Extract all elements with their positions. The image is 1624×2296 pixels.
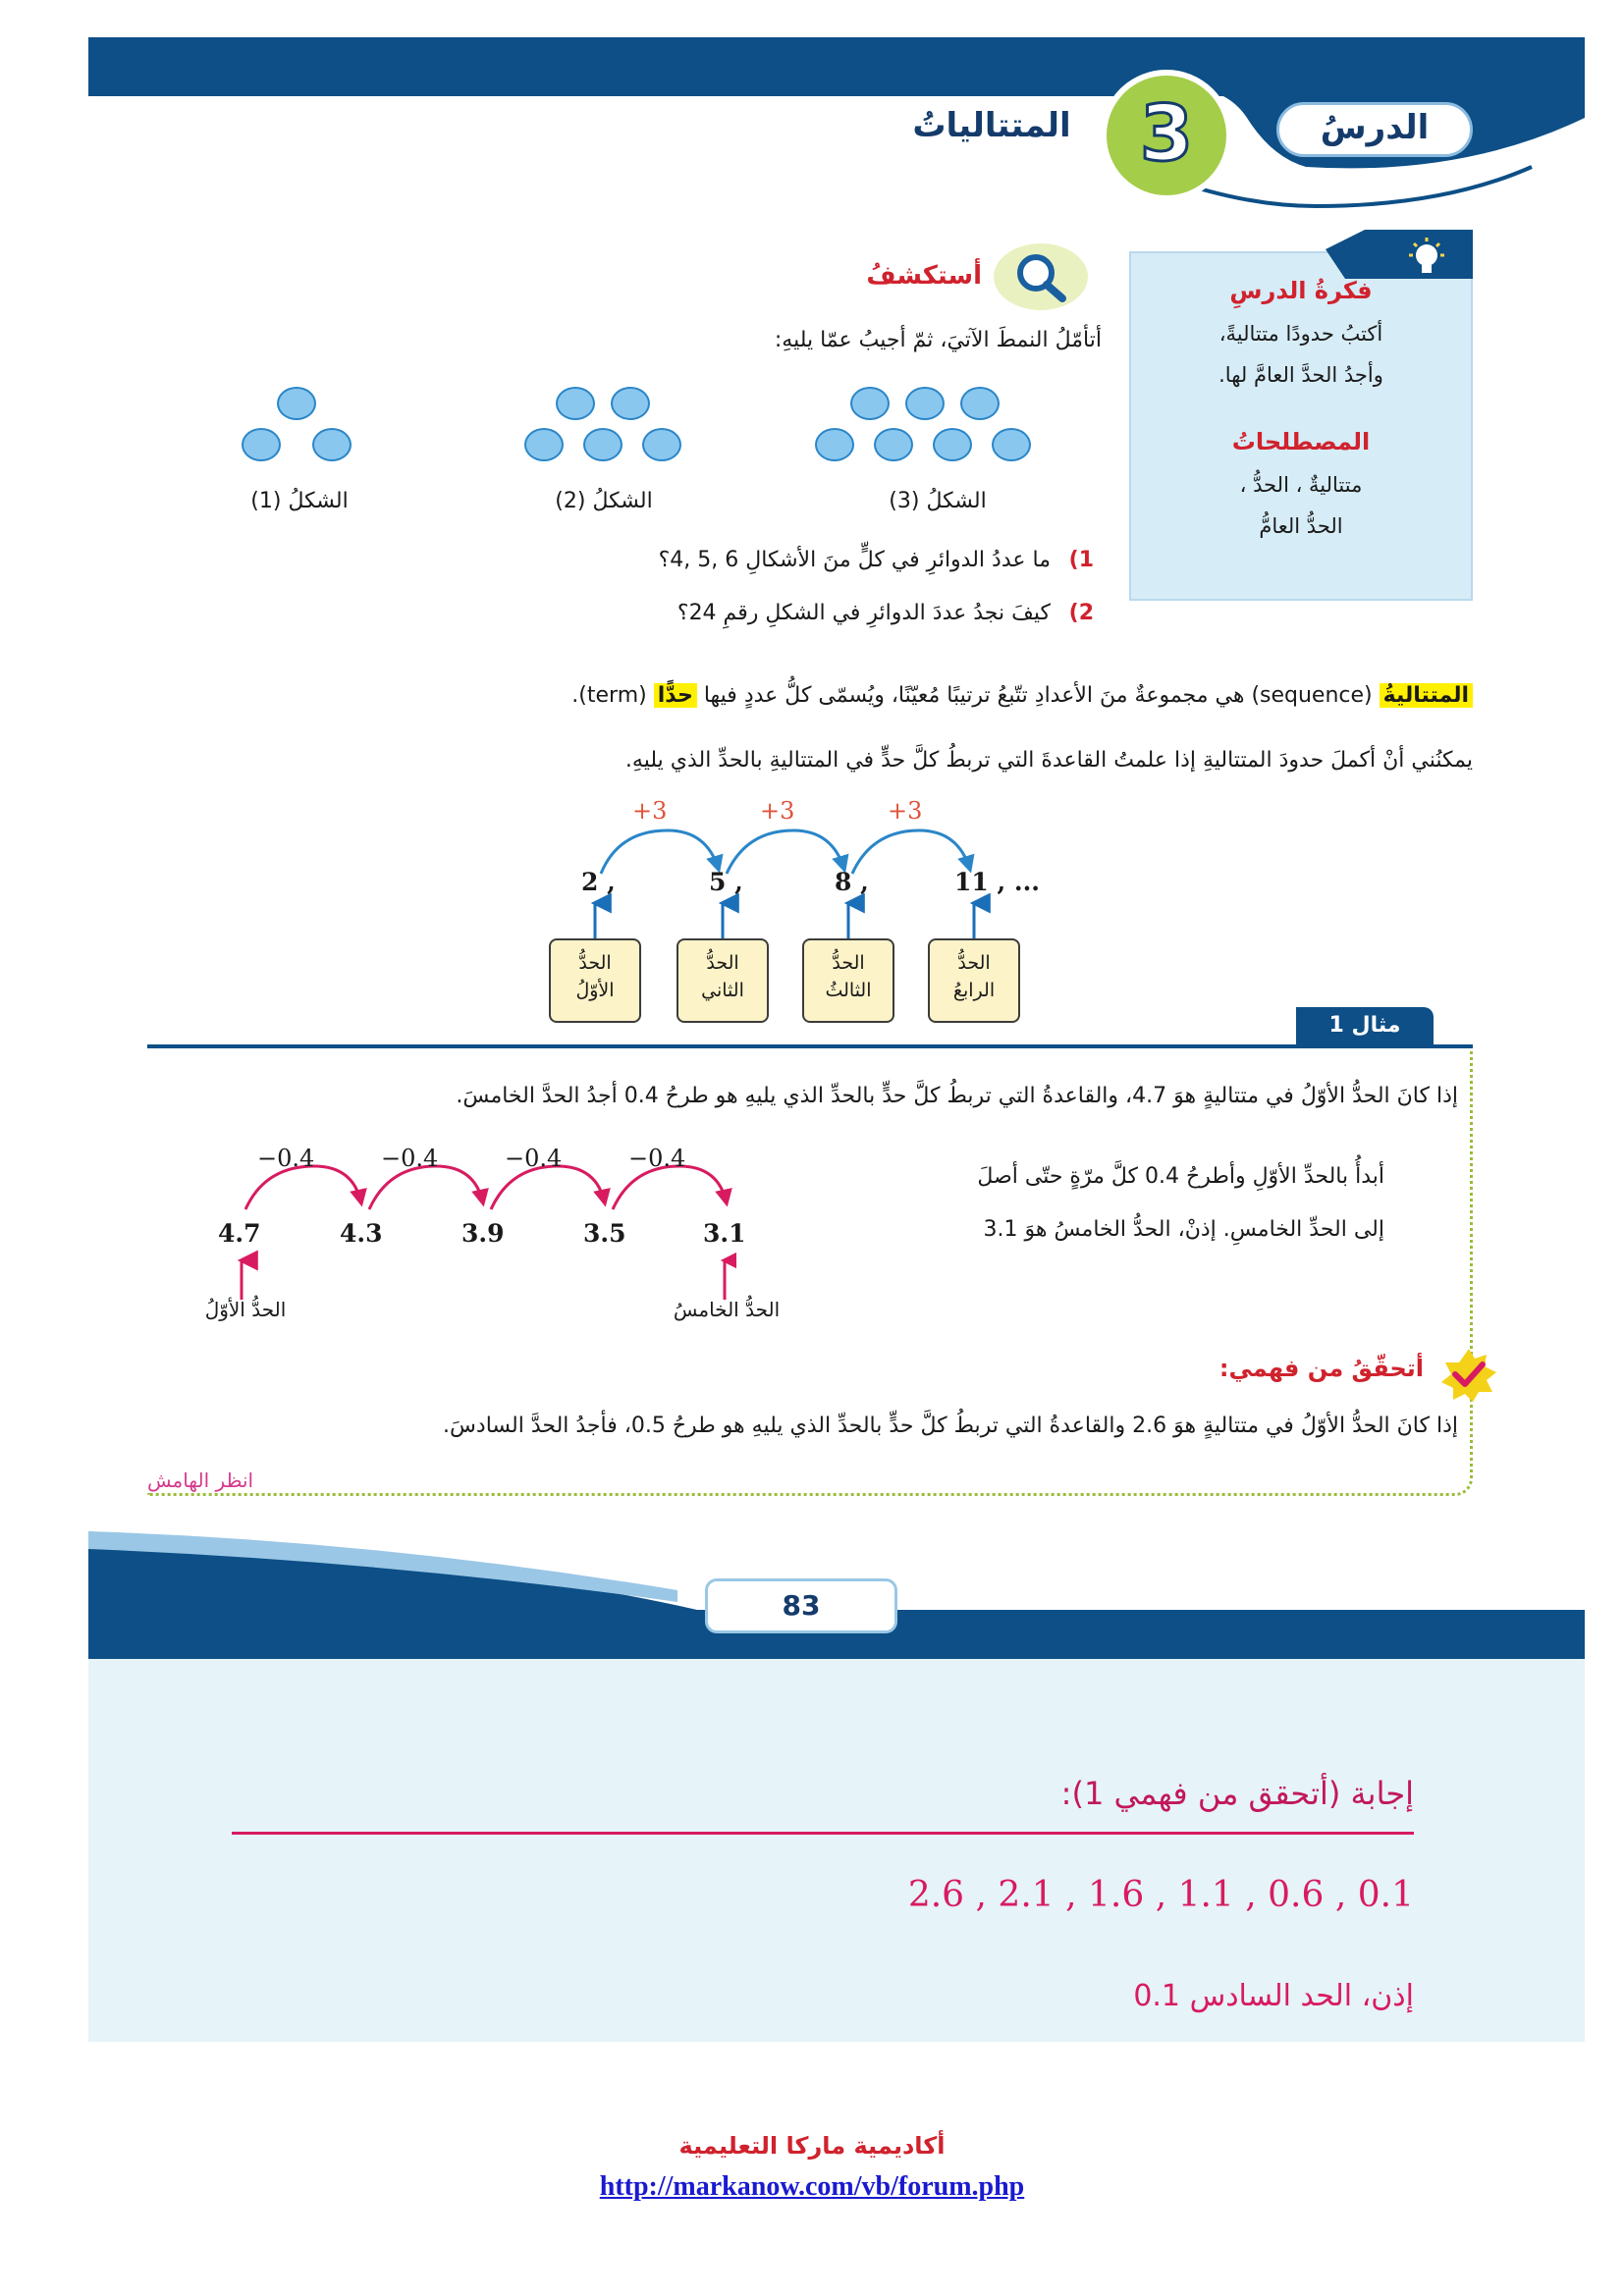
sequence-number-3: 8 , xyxy=(835,868,869,896)
explore-magnifier-icon xyxy=(992,240,1090,314)
example-first-term-label: الحدُّ الأوّلُ xyxy=(204,1298,287,1321)
dot xyxy=(312,428,352,461)
term-keyword: حدًّا xyxy=(654,683,697,708)
credit-url[interactable]: http://markanow.com/vb/forum.php xyxy=(599,2171,1025,2202)
example-number-3: 3.9 xyxy=(461,1219,505,1248)
definition-part-1: (sequence) هي مجموعةٌ منَ الأعدادِ تتّبعُ ترتيبًا مُعيّنًا، ويُسمّى كلُّ عددٍ فيها xyxy=(703,683,1373,708)
example-step-3: −0.4 xyxy=(505,1145,563,1172)
example-number-4: 3.5 xyxy=(583,1219,626,1248)
lesson-title: المتتالياتُ xyxy=(912,106,1071,145)
sequence-definition xyxy=(196,683,1473,708)
term-box-label: الحدُّ xyxy=(832,952,865,974)
example-number-1: 4.7 xyxy=(218,1219,261,1248)
lightbulb-icon xyxy=(1404,236,1449,281)
margin-note: انظر الهامش xyxy=(147,1468,254,1492)
term-box-first xyxy=(549,938,641,1023)
idea-text-2: وأجدُ الحدَّ العامَّ لها. xyxy=(1218,363,1383,387)
terms-text-2: الحدُّ العامُّ xyxy=(1259,514,1343,538)
term-pointer-arrows xyxy=(550,893,1001,942)
terms-text-1: متتاليةٌ ، الحدُّ ، xyxy=(1239,473,1363,497)
question-2-text: كيفَ نجدُ عددَ الدوائرِ في الشكلِ رقمِ 24؟ xyxy=(677,601,1051,625)
term-box-label: الأوّلُ xyxy=(575,979,615,1001)
example-problem: إذا كانَ الحدُّ الأوّلُ في متتاليةٍ هوَ 4.7، والقاعدةُ التي تربطُ كلَّ حدٍّ بالحدِّ الذي يليهِ هو طرحُ 0.4 أجدُ الحدَّ الخامسَ. xyxy=(456,1084,1458,1108)
sequence-number-4: 11 , ... xyxy=(954,868,1041,896)
term-box-fourth xyxy=(928,938,1020,1023)
example-title: مثال 1 xyxy=(1328,1013,1401,1038)
figure-1-label: الشكلُ (1) xyxy=(250,489,349,513)
example-fifth-term-label: الحدُّ الخامسُ xyxy=(673,1298,781,1321)
dot xyxy=(556,387,595,420)
credit-name: أكاديمية ماركا التعليمية xyxy=(678,2132,946,2160)
check-problem: إذا كانَ الحدُّ الأوّلُ في متتاليةٍ هوَ 2.6 والقاعدةُ التي تربطُ كلَّ حدٍّ بالحدِّ الذي يليهِ هو طرحُ 0.5، فأجدُ الحدَّ السادسَ. xyxy=(443,1414,1458,1438)
term-box-label: الثالثُ xyxy=(825,979,872,1001)
example-step-4: −0.4 xyxy=(628,1145,686,1172)
explore-intro: أتأمّلُ النمطَ الآتيَ، ثمّ أجيبُ عمّا يليهِ: xyxy=(774,328,1102,352)
term-box-label: الرابعُ xyxy=(952,979,996,1001)
question-2-number: 2) xyxy=(1068,601,1094,625)
answer-sequence: 2.6 , 2.1 , 1.6 , 1.1 , 0.6 , 0.1 xyxy=(907,1875,1414,1915)
sequence-number-2: 5 , xyxy=(709,868,743,896)
example-top-rule xyxy=(147,1044,1473,1048)
term-box-label: الحدُّ xyxy=(706,952,739,974)
term-box-second xyxy=(677,938,769,1023)
dot xyxy=(815,428,854,461)
term-box-third xyxy=(802,938,894,1023)
dot xyxy=(242,428,281,461)
rule-sentence: يمكنُني أنْ أكملَ حدودَ المتتاليةِ إذا علمتُ القاعدةَ التي تربطُ كلَّ حدٍّ في المتتاليةِ بالحدِّ الذي يليهِ. xyxy=(624,748,1473,773)
answer-heading: إجابة (أتحقق من فهمي 1): xyxy=(1060,1775,1414,1812)
dot xyxy=(277,387,316,420)
example-solution-1: أبدأُ بالحدِّ الأوّلِ وأطرحُ 0.4 كلَّ مرّةٍ حتّى أصلَ xyxy=(977,1164,1384,1189)
lesson-number: 3 xyxy=(1139,90,1194,179)
step-label-3: +3 xyxy=(888,797,923,825)
explore-title: أستكشفُ xyxy=(866,261,982,291)
dot xyxy=(611,387,650,420)
question-1-text: ما عددُ الدوائرِ في كلٍّ منَ الأشكالِ 6 ,5 ,4؟ xyxy=(658,548,1051,572)
check-title: أتحقّقُ من فهمي: xyxy=(1218,1355,1424,1382)
example-number-2: 4.3 xyxy=(340,1219,383,1248)
example-number-5: 3.1 xyxy=(703,1219,746,1248)
example-step-1: −0.4 xyxy=(257,1145,315,1172)
dot xyxy=(642,428,681,461)
dot xyxy=(933,428,972,461)
page-number: 83 xyxy=(705,1578,897,1633)
answer-divider xyxy=(232,1832,1414,1835)
terms-heading: المصطلحاتُ xyxy=(1231,428,1371,455)
dot xyxy=(874,428,913,461)
dot xyxy=(850,387,890,420)
dot xyxy=(960,387,1000,420)
sequence-keyword: المتتاليةُ xyxy=(1380,683,1473,708)
example-solution-2: إلى الحدِّ الخامسِ. إذنْ، الحدُّ الخامسُ هوَ 3.1 xyxy=(983,1217,1384,1242)
idea-heading: فكرةُ الدرسِ xyxy=(1229,277,1373,304)
definition-part-2: (term). xyxy=(571,683,647,708)
term-box-label: الحدُّ xyxy=(578,952,612,974)
step-label-2: +3 xyxy=(760,797,795,825)
example-step-2: −0.4 xyxy=(381,1145,439,1172)
dot xyxy=(583,428,623,461)
step-label-1: +3 xyxy=(632,797,668,825)
idea-text-1: أكتبُ حدودًا متتاليةً، xyxy=(1218,322,1383,346)
sequence-number-1: 2 , xyxy=(581,868,616,896)
check-mark-icon xyxy=(1439,1347,1498,1402)
term-box-label: الثاني xyxy=(701,979,744,1001)
answer-conclusion: إذن، الحد السادس 0.1 xyxy=(1133,1979,1414,2013)
term-box-label: الحدُّ xyxy=(957,952,991,974)
example-pointer-arrows xyxy=(226,1249,736,1304)
dot xyxy=(905,387,945,420)
dot xyxy=(524,428,564,461)
lesson-label: الدرسُ xyxy=(1320,108,1430,147)
figure-3-label: الشكلُ (3) xyxy=(889,489,987,513)
question-1-number: 1) xyxy=(1068,548,1094,572)
dot xyxy=(992,428,1031,461)
figure-2-label: الشكلُ (2) xyxy=(555,489,653,513)
